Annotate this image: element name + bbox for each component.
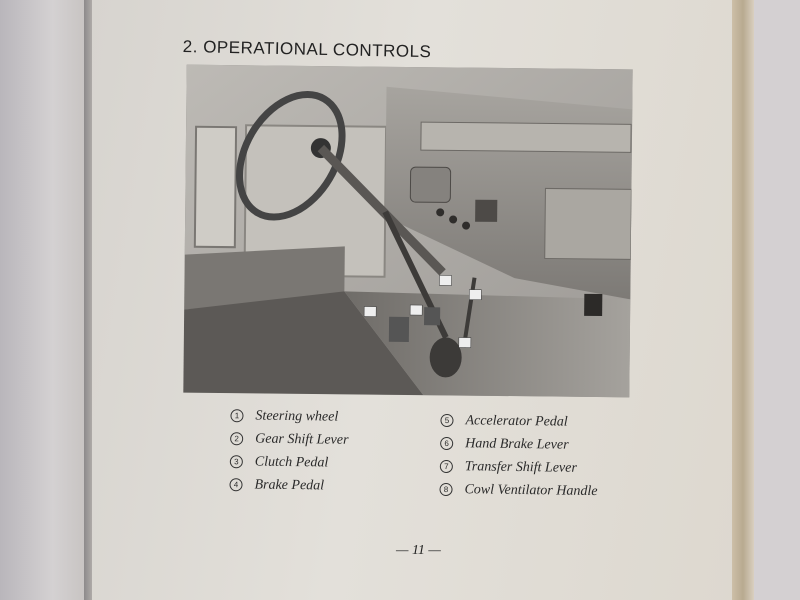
legend-item [440, 455, 598, 480]
cab-controls-photo [183, 65, 632, 398]
legend-item [230, 450, 349, 475]
legend-label: Gear Shift Lever [255, 431, 349, 448]
legend-item [230, 404, 349, 429]
legend-item [440, 409, 598, 434]
section-title: 2. OPERATIONAL CONTROLS [182, 37, 432, 62]
page-number: — 11 — [396, 543, 441, 558]
legend-item [230, 427, 349, 452]
left-page [0, 0, 88, 600]
legend-number: 4 [229, 478, 242, 491]
legend-item [229, 473, 348, 498]
legend-label: Clutch Pedal [254, 454, 329, 471]
legend-label: Cowl Ventilator Handle [464, 481, 598, 499]
legend-label: Transfer Shift Lever [464, 458, 577, 476]
legend-number: 2 [230, 432, 243, 445]
legend-label: Accelerator Pedal [465, 412, 568, 430]
page-edges [732, 0, 754, 600]
legend-number: 7 [440, 460, 453, 473]
legend-number: 6 [440, 437, 453, 450]
legend-number: 1 [230, 409, 243, 422]
legend-item [440, 432, 598, 457]
legend-item [439, 478, 597, 503]
legend-label: Steering wheel [255, 408, 339, 425]
background [754, 0, 800, 600]
legend-column-left [229, 404, 349, 498]
legend-column-right [439, 409, 598, 503]
legend-label: Brake Pedal [254, 477, 325, 493]
legend-number: 8 [439, 483, 452, 496]
legend-number: 5 [440, 414, 453, 427]
cab-interior-image [183, 65, 632, 398]
legend-number: 3 [230, 455, 243, 468]
legend-label: Hand Brake Lever [465, 435, 569, 453]
